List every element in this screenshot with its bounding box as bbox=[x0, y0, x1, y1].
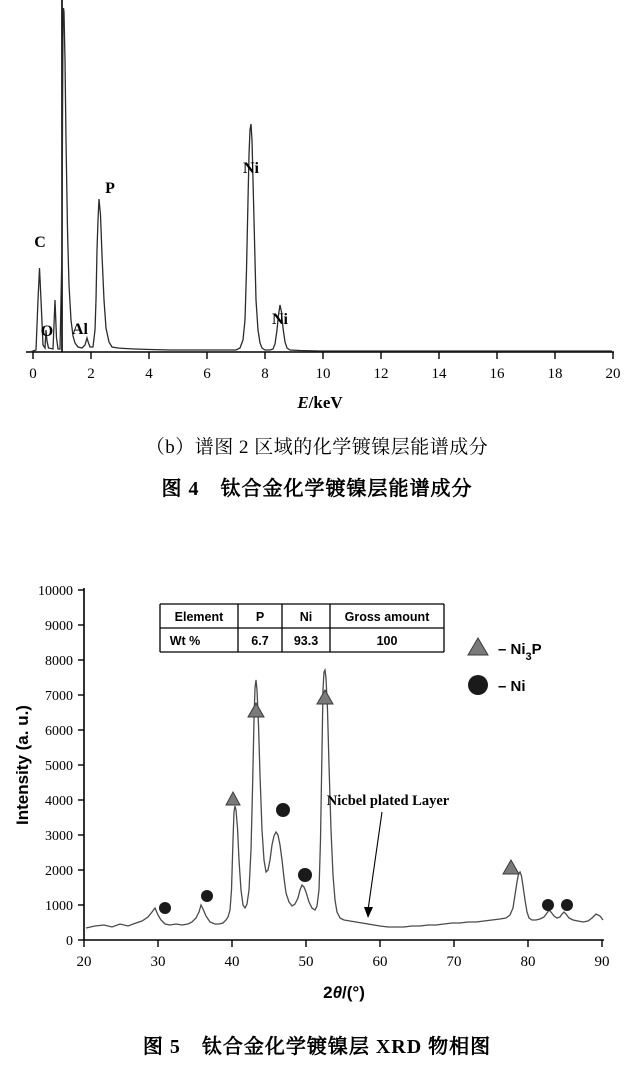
fig5-xtick-90: 90 bbox=[594, 954, 610, 970]
table-header-p: P bbox=[255, 610, 265, 624]
fig4-label-P: P bbox=[105, 180, 115, 197]
marker-ni3p-4 bbox=[503, 860, 519, 874]
svg-text:E/keV: E/keV bbox=[297, 393, 343, 412]
marker-ni-6 bbox=[561, 899, 573, 911]
fig4-xtick-16: 16 bbox=[489, 366, 505, 382]
fig4-xtick-12: 12 bbox=[373, 366, 389, 382]
fig4-label-O: O bbox=[40, 323, 54, 340]
fig5-ytick-4000: 4000 bbox=[45, 794, 73, 809]
fig5-ytick-10000: 10000 bbox=[38, 584, 73, 599]
fig5-ytick-5000: 5000 bbox=[45, 759, 73, 774]
fig4-xtick-4: 4 bbox=[145, 366, 153, 382]
figure-4-caption: 图 4 钛合金化学镀镍层能谱成分 bbox=[161, 478, 473, 500]
fig5-ytick-0: 0 bbox=[66, 934, 73, 949]
fig5-legend bbox=[468, 638, 542, 695]
table-cell-gross: 100 bbox=[376, 634, 398, 648]
svg-text:Intensity (a. u.): Intensity (a. u.) bbox=[13, 705, 32, 825]
fig4-axes bbox=[26, 0, 621, 382]
fig5-ytick-2000: 2000 bbox=[45, 864, 73, 879]
fig4-xaxis-title bbox=[296, 393, 343, 412]
marker-ni3p-2 bbox=[248, 703, 264, 717]
marker-ni3p-1 bbox=[226, 792, 240, 805]
fig5-xtick-80: 80 bbox=[520, 954, 536, 970]
fig4-peak-labels bbox=[34, 160, 288, 340]
figure-5-caption: 图 5 钛合金化学镀镍层 XRD 物相图 bbox=[142, 1036, 492, 1058]
fig5-xtick-60: 60 bbox=[372, 954, 388, 970]
fig5-yaxis-title bbox=[13, 705, 32, 825]
marker-ni-1 bbox=[159, 902, 171, 914]
marker-ni-4 bbox=[298, 868, 312, 882]
fig4-xtick-10: 10 bbox=[315, 366, 331, 382]
legend-label-ni: – Ni bbox=[498, 678, 526, 695]
table-cell-p: 6.7 bbox=[251, 634, 269, 648]
fig5-ytick-9000: 9000 bbox=[45, 619, 73, 634]
table-header-gross: Gross amount bbox=[344, 610, 430, 624]
annotation-arrow-head bbox=[364, 907, 373, 918]
fig4-label-Ni-secondary: Ni bbox=[272, 311, 288, 328]
annotation-label: Nicbel plated Layer bbox=[326, 793, 450, 809]
fig5-xtick-30: 30 bbox=[150, 954, 166, 970]
fig5-ytick-8000: 8000 bbox=[45, 654, 73, 669]
table-header-ni: Ni bbox=[299, 610, 313, 624]
fig5-xaxis-title bbox=[323, 983, 365, 1002]
table-cell-ni: 93.3 bbox=[293, 634, 319, 648]
fig5-ytick-3000: 3000 bbox=[45, 829, 73, 844]
marker-ni-3 bbox=[276, 803, 290, 817]
svg-text:2θ/(°): 2θ/(°) bbox=[323, 983, 365, 1002]
fig4-label-Al: Al bbox=[72, 321, 88, 338]
fig5-xtick-20: 20 bbox=[76, 954, 92, 970]
fig5-xtick-50: 50 bbox=[298, 954, 314, 970]
fig5-composition-table bbox=[160, 604, 444, 652]
fig4-label-Ni-main: Ni bbox=[243, 160, 259, 177]
fig5-ytick-1000: 1000 bbox=[45, 899, 73, 914]
figure-5-xrd-pattern bbox=[0, 560, 634, 1020]
table-cell-wt: Wt % bbox=[169, 634, 201, 648]
fig5-ytick-7000: 7000 bbox=[45, 689, 73, 704]
fig4-spectrum-curve bbox=[30, 8, 612, 352]
fig4-xtick-8: 8 bbox=[261, 366, 269, 382]
fig4-xtick-2: 2 bbox=[87, 366, 95, 382]
marker-ni3p-3 bbox=[317, 690, 333, 704]
fig4-xtick-20: 20 bbox=[605, 366, 621, 382]
figure-4-subcaption: （b）谱图 2 区域的化学镀镍层能谱成分 bbox=[145, 437, 489, 458]
legend-triangle-icon bbox=[468, 638, 488, 655]
table-header-element: Element bbox=[174, 610, 224, 624]
fig4-xtick-6: 6 bbox=[203, 366, 211, 382]
fig5-xtick-70: 70 bbox=[446, 954, 462, 970]
fig4-xtick-0: 0 bbox=[29, 366, 37, 382]
fig4-xtick-14: 14 bbox=[431, 366, 447, 382]
fig4-label-C: C bbox=[34, 234, 46, 251]
fig5-ytick-6000: 6000 bbox=[45, 724, 73, 739]
marker-ni-2 bbox=[201, 890, 213, 902]
figure-4-eds-spectrum bbox=[0, 0, 634, 420]
legend-label-ni3p: – $Ni_3P$ bbox=[498, 641, 542, 663]
annotation-arrow-line bbox=[368, 812, 382, 910]
fig5-xtick-40: 40 bbox=[224, 954, 240, 970]
fig5-annotation bbox=[327, 793, 450, 918]
legend-circle-icon bbox=[468, 675, 488, 695]
fig4-xtick-18: 18 bbox=[547, 366, 563, 382]
marker-ni-5 bbox=[542, 899, 554, 911]
